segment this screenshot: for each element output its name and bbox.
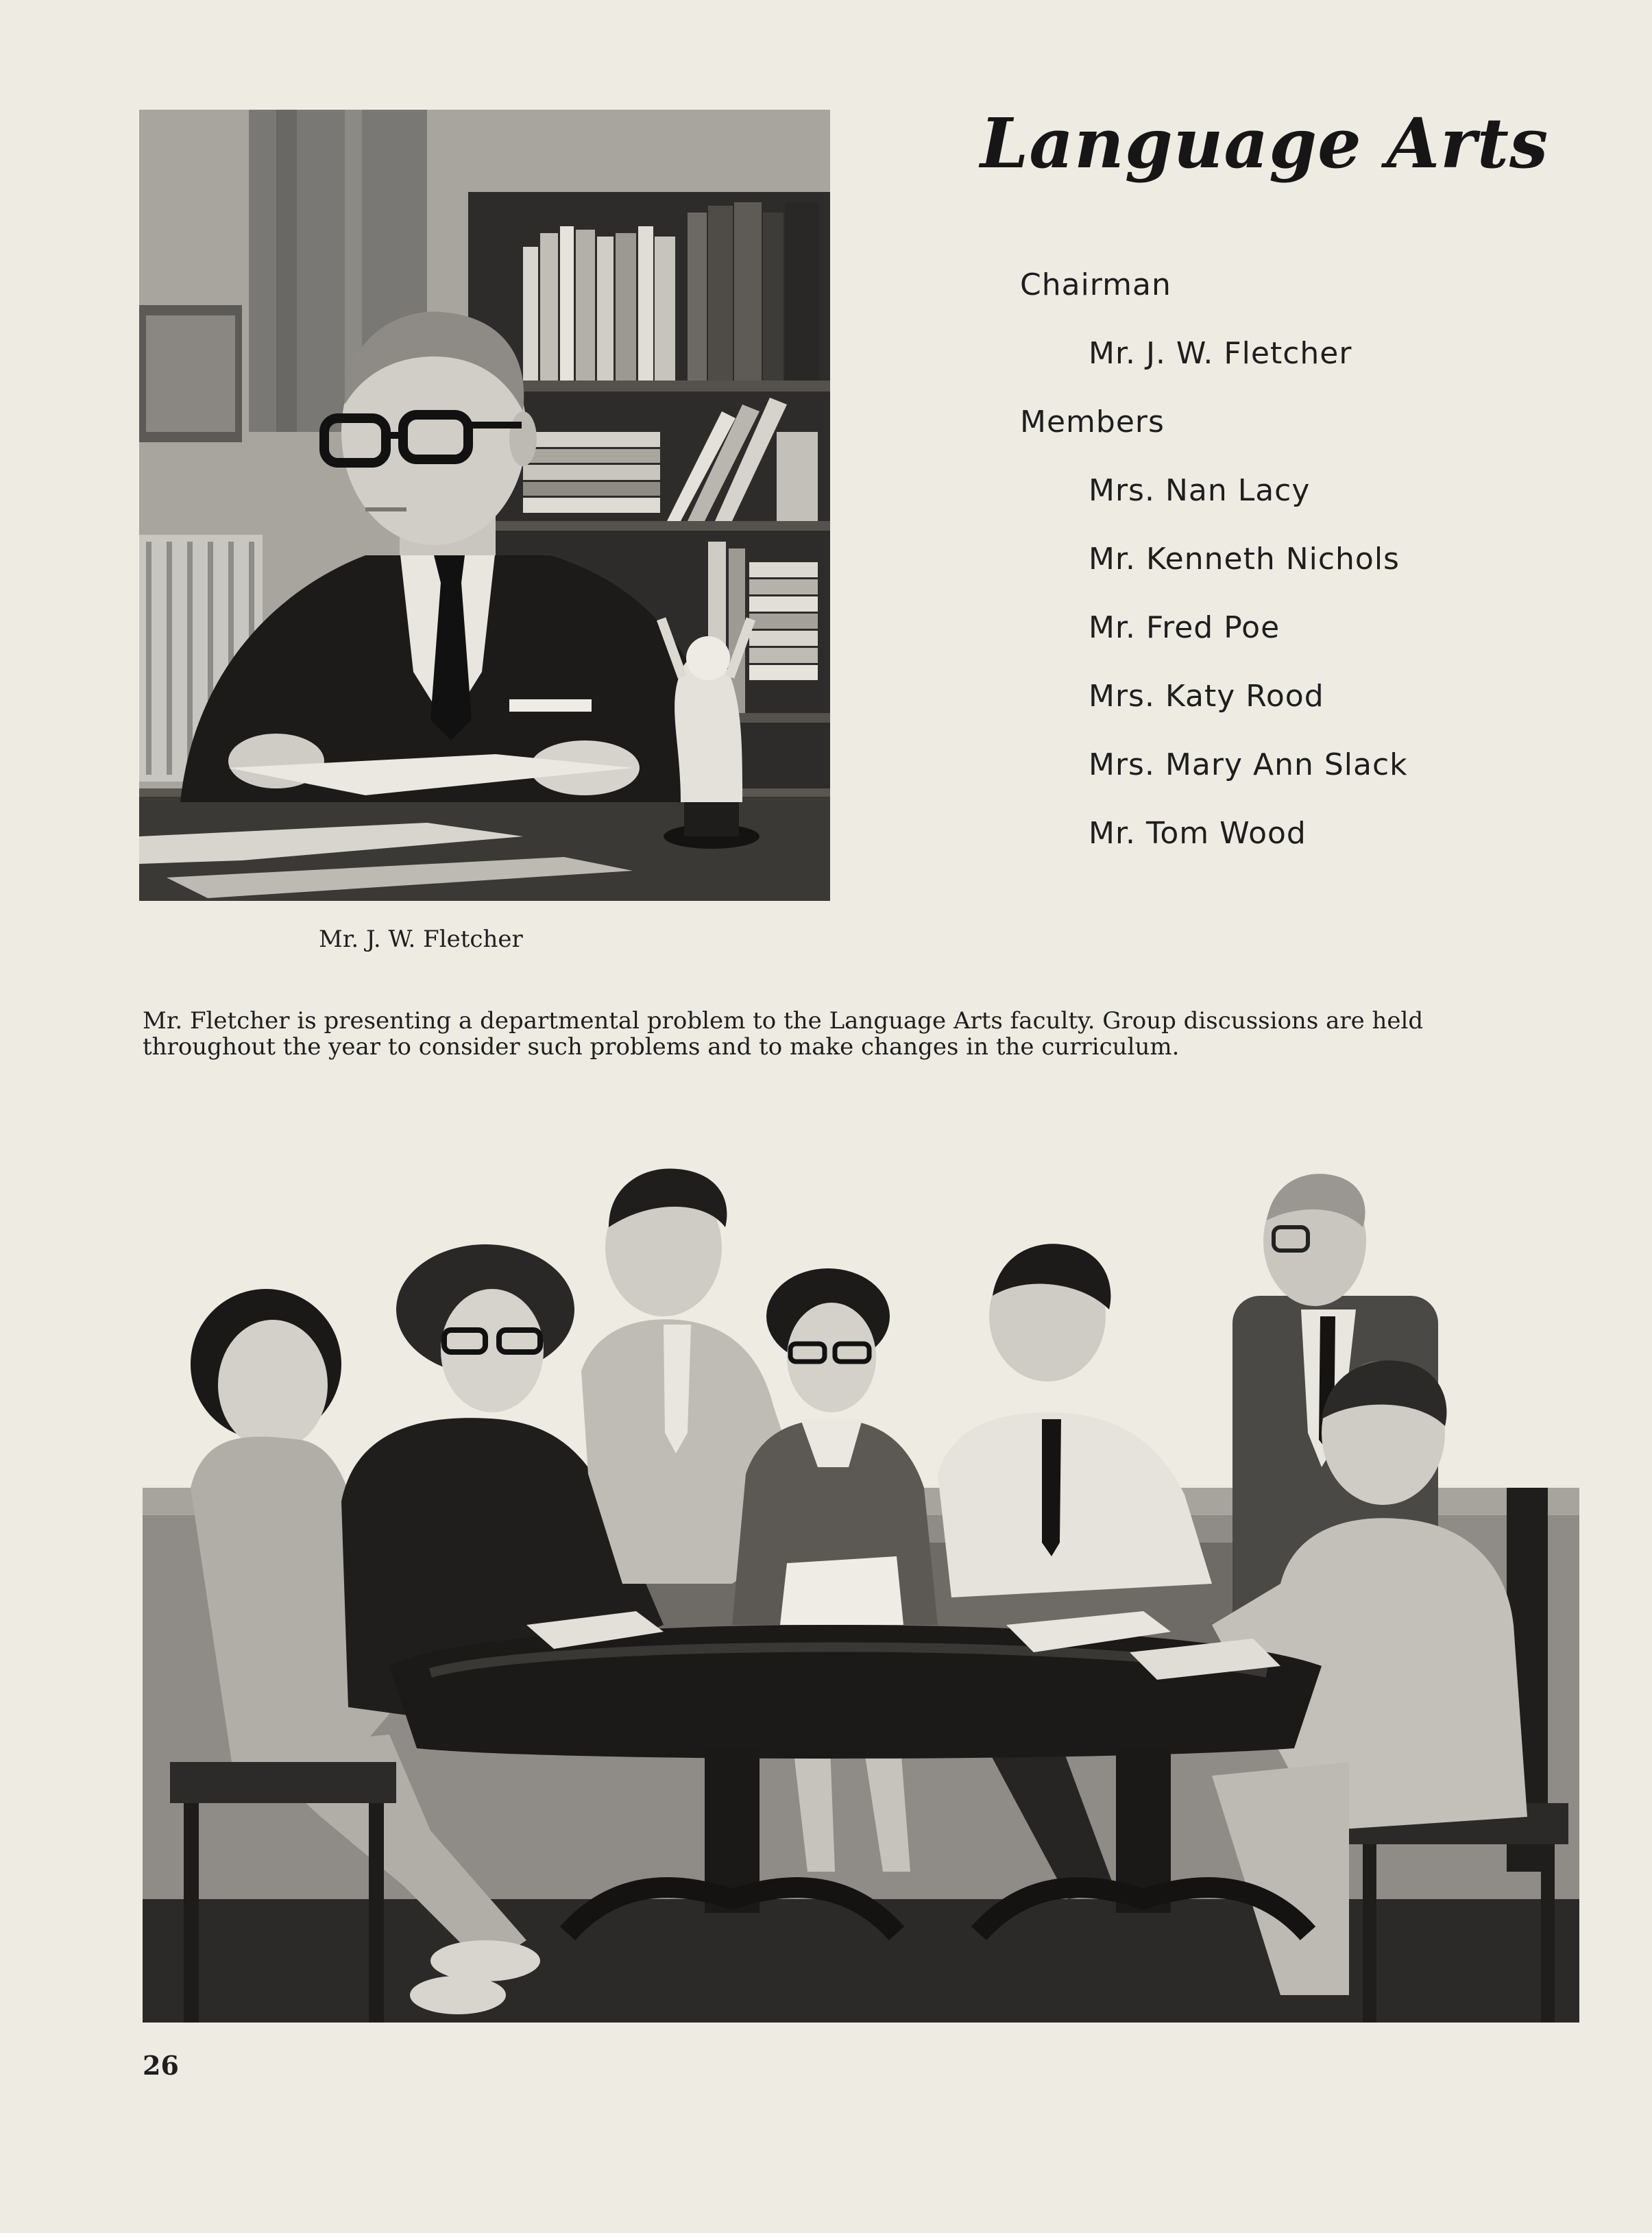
- members-heading: Members: [1020, 405, 1165, 439]
- portrait-photo: [139, 110, 830, 901]
- chairman-heading: Chairman: [1020, 267, 1171, 302]
- member-name: Mrs. Mary Ann Slack: [1089, 747, 1408, 782]
- chairman-name: Mr. J. W. Fletcher: [1089, 336, 1352, 371]
- group-photo-caption: Mr. Fletcher is presenting a departmental problem to the Language Arts faculty. Group discussions are held throughout the year to consider such problems and to make changes in the curriculum.: [143, 1007, 1424, 1061]
- member-name: Mr. Fred Poe: [1089, 610, 1280, 645]
- page-number: 26: [143, 2050, 179, 2081]
- member-name: Mrs. Katy Rood: [1089, 679, 1324, 714]
- section-title: Language Arts: [980, 103, 1549, 184]
- group-photo: [143, 1145, 1579, 2023]
- member-name: Mrs. Nan Lacy: [1089, 473, 1311, 508]
- member-name: Mr. Tom Wood: [1089, 816, 1307, 851]
- portrait-caption: Mr. J. W. Fletcher: [319, 926, 523, 953]
- member-name: Mr. Kenneth Nichols: [1089, 542, 1400, 577]
